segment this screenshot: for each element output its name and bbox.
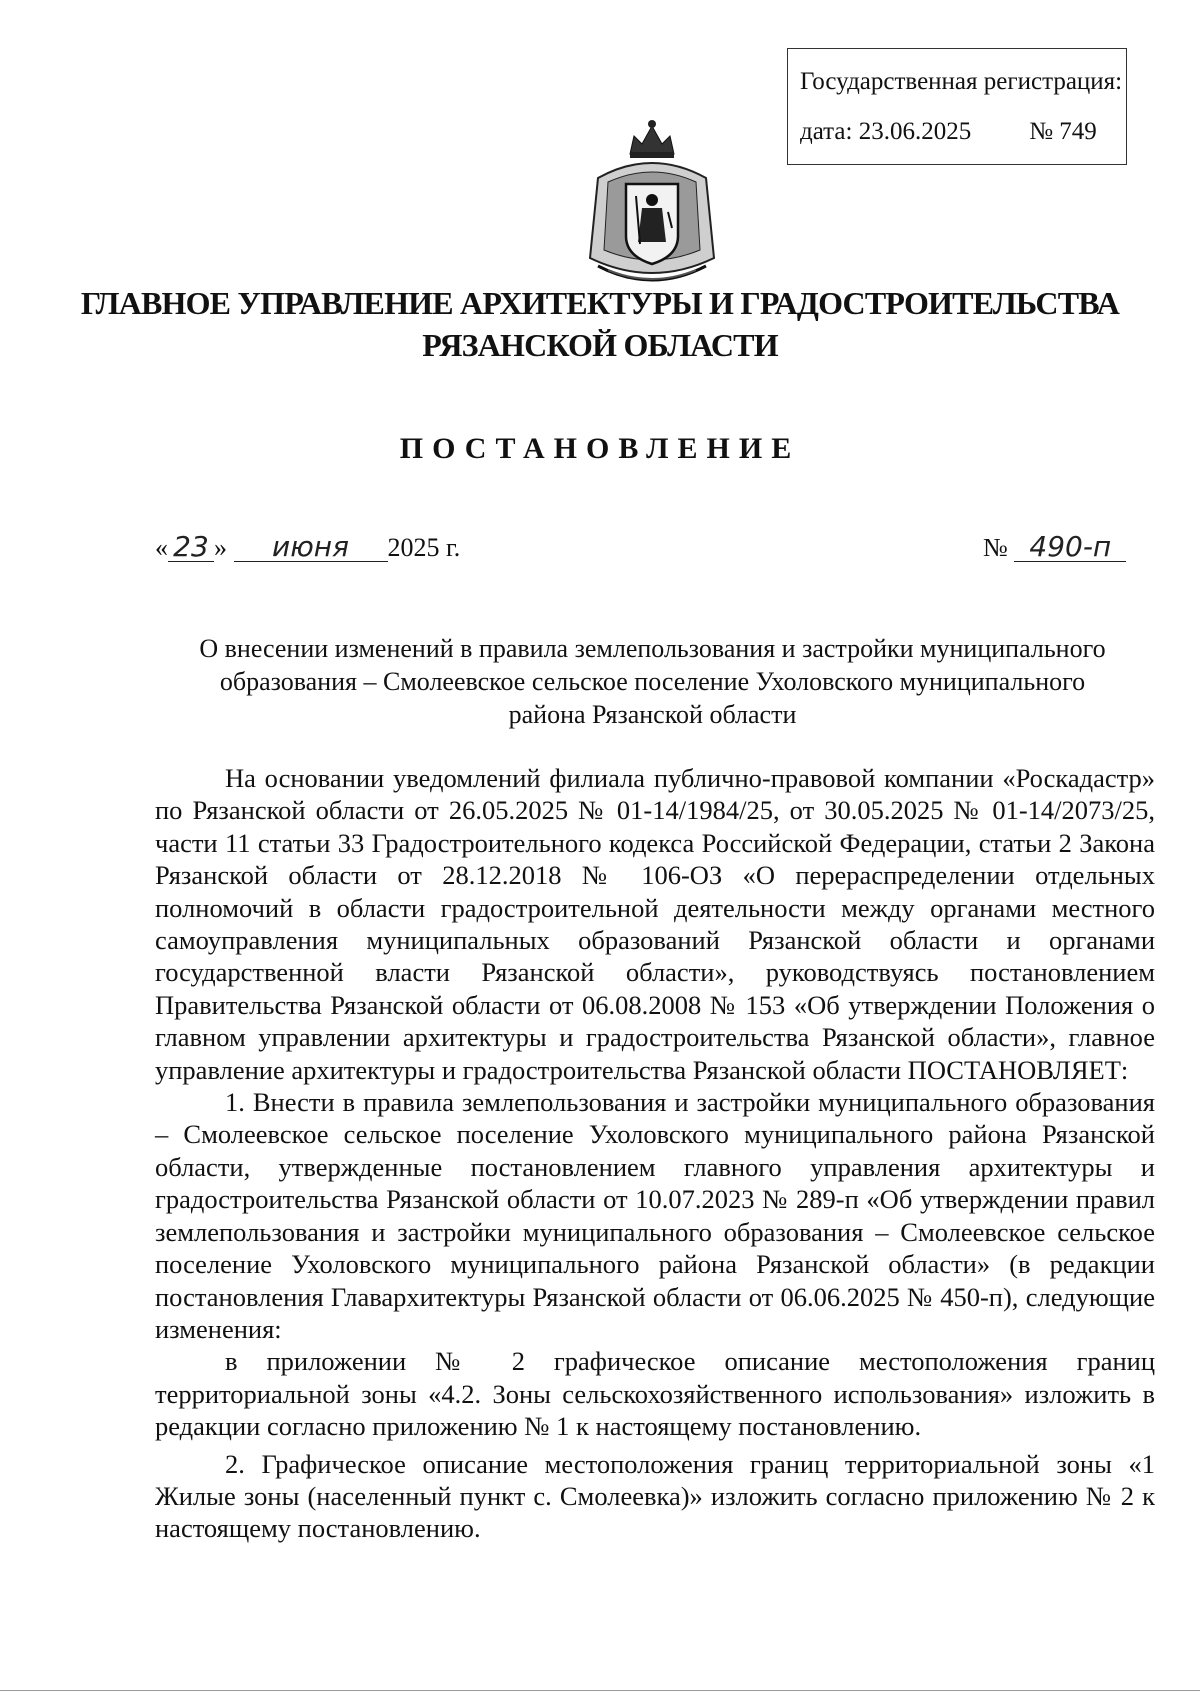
date-month: июня [234,533,388,562]
decree-date [155,530,461,563]
document-type-heading: ПОСТАНОВЛЕНИЕ [399,432,801,465]
item-1-sub-paragraph: в приложении № 2 графическое описание местоположения границ территориальной зоны «4.2. Зоны сельскохозяйственного использования» изложить в редакции согласно приложению № 1 к настоящему постановлению. [155,1346,1155,1442]
decree-number [983,530,1126,563]
registration-stamp [787,48,1127,165]
registration-date: дата: 23.06.2025 [800,118,972,145]
item-2-paragraph: 2. Графическое описание местоположения границ территориальной зоны «1 Жилые зоны (населенный пункт с. Смолеевка)» изложить согласно приложению № 2 к настоящему постановлению. [155,1448,1155,1544]
date-open-quote: « [155,533,168,562]
date-close-quote: » [214,533,227,562]
date-day: 23 [168,533,214,562]
subject-line-2: образования – Смолеевское сельское поселение Ухоловского муниципального [219,667,1086,696]
registration-details [800,117,1126,147]
organization-line-1: ГЛАВНОЕ УПРАВЛЕНИЕ АРХИТЕКТУРЫ И ГРАДОСТРОИТЕЛЬСТВА [80,285,1120,321]
number-prefix: № [983,533,1008,562]
preamble-paragraph: На основании уведомлений филиала публично-правовой компании «Роскадастр» по Рязанской области от 26.05.2025 № 01-14/1984/25, от 30.05.2025 № 01-14/2073/25, части 11 статьи 33 Градостроительного кодекса Российской Федерации, статьи 2 Закона Рязанской области от 28.12.2018 № 106-ОЗ «О перераспределении отдельных полномочий в области градостроительной деятельности между органами местного самоуправления муниципальных образований Рязанской области и органами государственной власти Рязанской области», руководствуясь постановлением Правительства Рязанской области от 06.08.2008 № 153 «Об утверждении Положения о главном управлении архитектуры и градостроительства Рязанской области», главное управление архитектуры и градостроительства Рязанской области ПОСТАНОВЛЯЕТ: [155,763,1155,1085]
decree-subject [150,632,1155,731]
registration-title: Государственная регистрация: [800,68,1123,95]
date-year: 2025 г. [387,533,461,562]
item-1-paragraph: 1. Внести в правила землепользования и застройки муниципального образования – Смолеевское сельское поселение Ухоловского муниципального района Рязанской области, утвержденные постановлением главного управления архитектуры и градостроительства Рязанской области от 10.07.2023 № 289-п «Об утверждении правил землепользования и застройки муниципального образования – Смолеевское сельское поселение Ухоловского муниципального района Рязанской области» (в редакции постановления Главархитектуры Рязанской области от 06.06.2025 № 450-п), следующие изменения: [155,1087,1155,1344]
organization-title [0,282,1200,366]
decree-body [155,762,1155,1545]
organization-line-2: РЯЗАНСКОЙ ОБЛАСТИ [422,327,778,363]
subject-line-1: О внесении изменений в правила землепользования и застройки муниципального [199,634,1106,663]
number-value: 490-п [1014,533,1126,562]
page-bottom-edge [0,1690,1200,1691]
registration-number: № 749 [1029,118,1097,145]
subject-line-3: района Рязанской области [508,700,797,729]
ryazan-coat-of-arms-icon [578,118,726,286]
